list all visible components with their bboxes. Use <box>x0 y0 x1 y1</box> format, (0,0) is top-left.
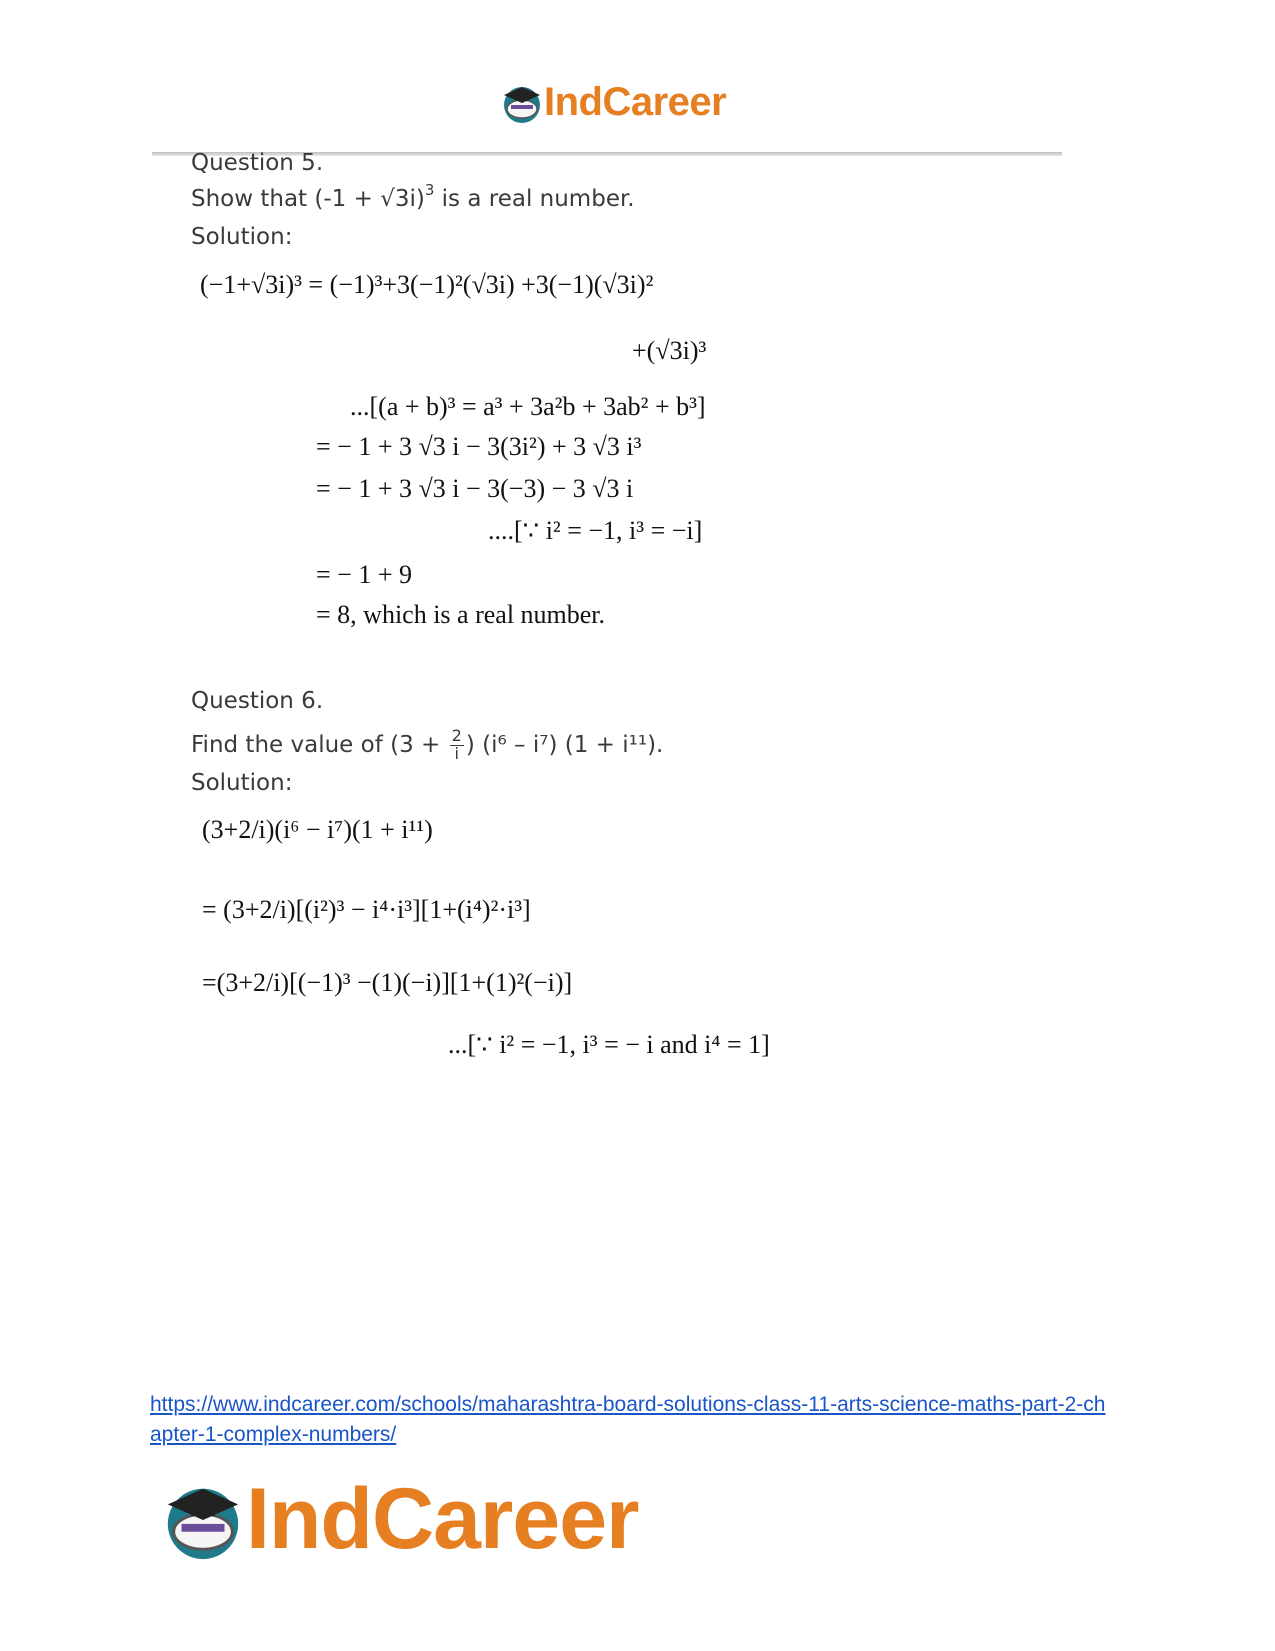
question-5-step-3: ...[(a + b)³ = a³ + 3a²b + 3ab² + b³] <box>350 392 706 421</box>
question-6-step-3: =(3+2/i)[(−1)³ −(1)(−i)][1+(1)²(−i)] <box>202 968 573 997</box>
question-5-title: Question 5. <box>191 150 324 176</box>
question-5-solution-label: Solution: <box>191 224 293 250</box>
fraction-2-over-i: $\frac{2}{i}$ <box>451 726 462 763</box>
question-5-step-5: = − 1 + 3 √3 i − 3(−3) − 3 √3 i <box>316 474 634 503</box>
footer-logo <box>160 1470 639 1569</box>
question-5-step-7: = − 1 + 9 <box>316 560 412 589</box>
question-5-step-6: ....[∵ i² = −1, i³ = −i] <box>488 516 703 545</box>
question-5-step-2: +(√3i)³ <box>632 336 707 365</box>
source-url-link[interactable]: https://www.indcareer.com/schools/maharashtra-board-solutions-class-11-arts-science-maths-part-2-chapter-1-complex-numbers/ <box>150 1393 1106 1446</box>
question-6-step-1: (3+2/i)(i⁶ − i⁷)(1 + i¹¹) <box>202 815 433 844</box>
graduation-cap-globe-icon <box>500 81 544 125</box>
question-5-step-4: = − 1 + 3 √3 i − 3(3i²) + 3 √3 i³ <box>316 432 642 461</box>
question-6-step-2: = (3+2/i)[(i²)³ − i⁴·i³][1+(i⁴)²·i³] <box>202 895 531 924</box>
question-6-prompt: Find the value of (3 + $\frac{2}{i}$ ) (i⁶ – i⁷) (1 + i¹¹). <box>191 726 664 763</box>
footer-brand-name: IndCareer <box>246 1471 639 1567</box>
question-5-prompt: Show that $(-1 + √3i)^3$ is a real number. <box>191 181 635 212</box>
question-6-title: Question 6. <box>191 688 324 714</box>
graduation-cap-globe-icon <box>160 1477 246 1563</box>
header-logo <box>500 80 726 125</box>
question-5-step-8: = 8, which is a real number. <box>316 600 606 629</box>
question-6-step-4: ...[∵ i² = −1, i³ = − i and i⁴ = 1] <box>448 1030 770 1059</box>
question-6-solution-label: Solution: <box>191 770 293 796</box>
header-brand-name: IndCareer <box>544 80 727 124</box>
question-5-step-1: (−1+√3i)³ = (−1)³+3(−1)²(√3i) +3(−1)(√3i)² <box>200 270 654 299</box>
